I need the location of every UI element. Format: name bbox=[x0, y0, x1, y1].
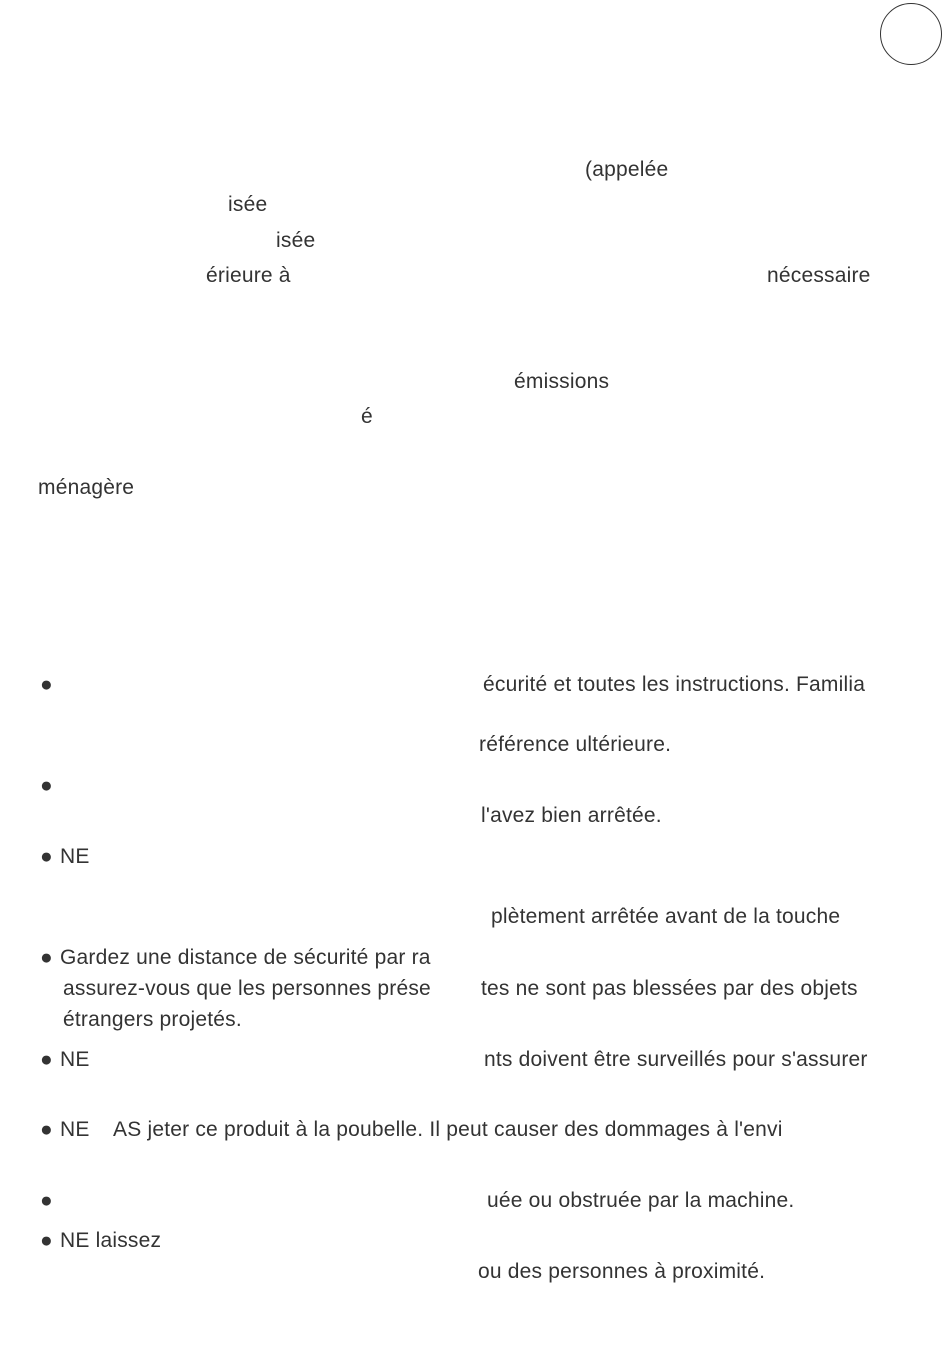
list-item-text: tes ne sont pas blessées par des objets bbox=[481, 977, 858, 1000]
list-item-text: ou des personnes à proximité. bbox=[478, 1260, 766, 1283]
bullet-marker: ● bbox=[40, 1229, 53, 1252]
text-fragment: é bbox=[361, 405, 373, 428]
text-fragment: nécessaire bbox=[767, 264, 871, 287]
bullet-marker: ● bbox=[40, 1118, 53, 1141]
list-item-text: NE bbox=[60, 1048, 90, 1071]
list-item-text: Gardez une distance de sécurité par ra bbox=[60, 946, 431, 969]
list-item-text: NE laissez bbox=[60, 1229, 162, 1252]
text-fragment: érieure à bbox=[206, 264, 291, 287]
text-fragment: isée bbox=[228, 193, 268, 216]
list-item-text: étrangers projetés. bbox=[63, 1008, 242, 1031]
list-item-text: AS jeter ce produit à la poubelle. Il peut causer des dommages à l'envi bbox=[113, 1118, 783, 1141]
bullet-marker: ● bbox=[40, 673, 53, 696]
list-item-text: référence ultérieure. bbox=[479, 733, 672, 756]
list-item-text: NE bbox=[60, 845, 90, 868]
bullet-marker: ● bbox=[40, 946, 53, 969]
bullet-marker: ● bbox=[40, 1048, 53, 1071]
list-item-text: nts doivent être surveillés pour s'assurer bbox=[484, 1048, 868, 1071]
page-number-circle bbox=[880, 3, 942, 65]
bullet-marker: ● bbox=[40, 1189, 53, 1212]
text-fragment: émissions bbox=[514, 370, 610, 393]
list-item-text: écurité et toutes les instructions. Familia bbox=[483, 673, 866, 696]
bullet-marker: ● bbox=[40, 845, 53, 868]
bullet-marker: ● bbox=[40, 774, 53, 797]
list-item-text: assurez-vous que les personnes prése bbox=[63, 977, 431, 1000]
text-fragment: (appelée bbox=[585, 158, 669, 181]
list-item-text: NE bbox=[60, 1118, 90, 1141]
list-item-text: uée ou obstruée par la machine. bbox=[487, 1189, 795, 1212]
list-item-text: plètement arrêtée avant de la touche bbox=[491, 905, 841, 928]
list-item-text: l'avez bien arrêtée. bbox=[481, 804, 662, 827]
text-fragment: isée bbox=[276, 229, 316, 252]
text-fragment: ménagère bbox=[38, 476, 135, 499]
